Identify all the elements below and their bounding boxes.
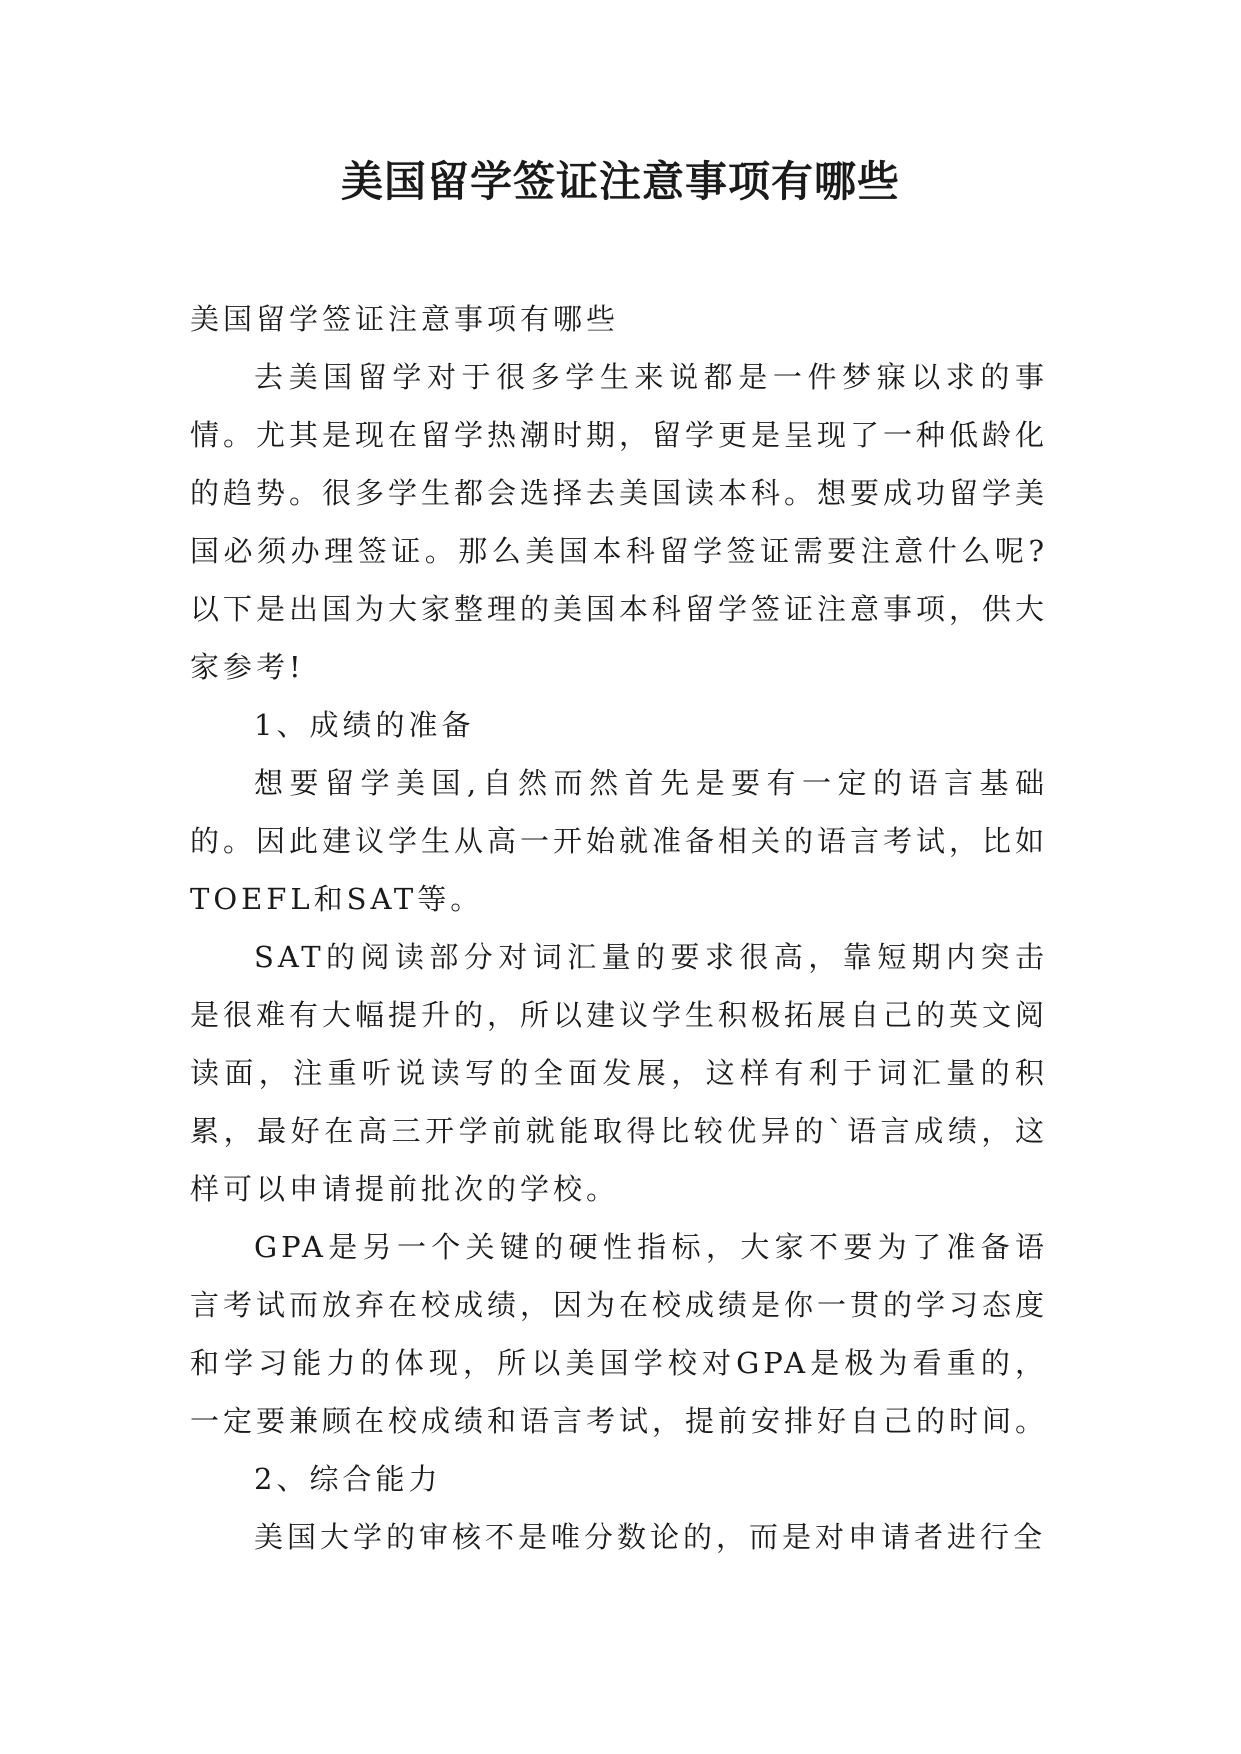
paragraph: SAT的阅读部分对词汇量的要求很高，靠短期内突击是很难有大幅提升的，所以建议学生积极拓展自己的英文阅读面，注重听说读写的全面发展，这样有利于词汇量的积累，最好在高三开学前就能取得比较优异的`语言成绩，这样可以申请提前批次的学校。 xyxy=(190,940,1049,1206)
document-title: 美国留学签证注意事项有哪些 xyxy=(340,157,900,206)
paragraph: 美国大学的审核不是唯分数论的，而是对申请者进行全 xyxy=(254,1520,1047,1554)
section-heading: 2、综合能力 xyxy=(254,1462,442,1496)
section-heading: 1、成绩的准备 xyxy=(254,708,475,742)
paragraph: 美国留学签证注意事项有哪些 xyxy=(190,302,620,336)
paragraph: 去美国留学对于很多学生来说都是一件梦寐以求的事情。尤其是现在留学热潮时期，留学更是呈现了一种低龄化的趋势。很多学生都会选择去美国读本科。想要成功留学美国必须办理签证。那么美国本科留学签证需要注意什么呢?以下是出国为大家整理的美国本科留学签证注意事项，供大家参考! xyxy=(190,360,1049,684)
paragraph: GPA是另一个关键的硬性指标，大家不要为了准备语言考试而放弃在校成绩，因为在校成绩是你一贯的学习态度和学习能力的体现，所以美国学校对GPA是极为看重的，一定要兼顾在校成绩和语言考试，提前安排好自己的时间。 xyxy=(190,1230,1049,1438)
paragraph: 想要留学美国,自然而然首先是要有一定的语言基础的。因此建议学生从高一开始就准备相关的语言考试，比如TOEFL和SAT等。 xyxy=(190,766,1049,916)
document-body xyxy=(190,290,1048,1566)
